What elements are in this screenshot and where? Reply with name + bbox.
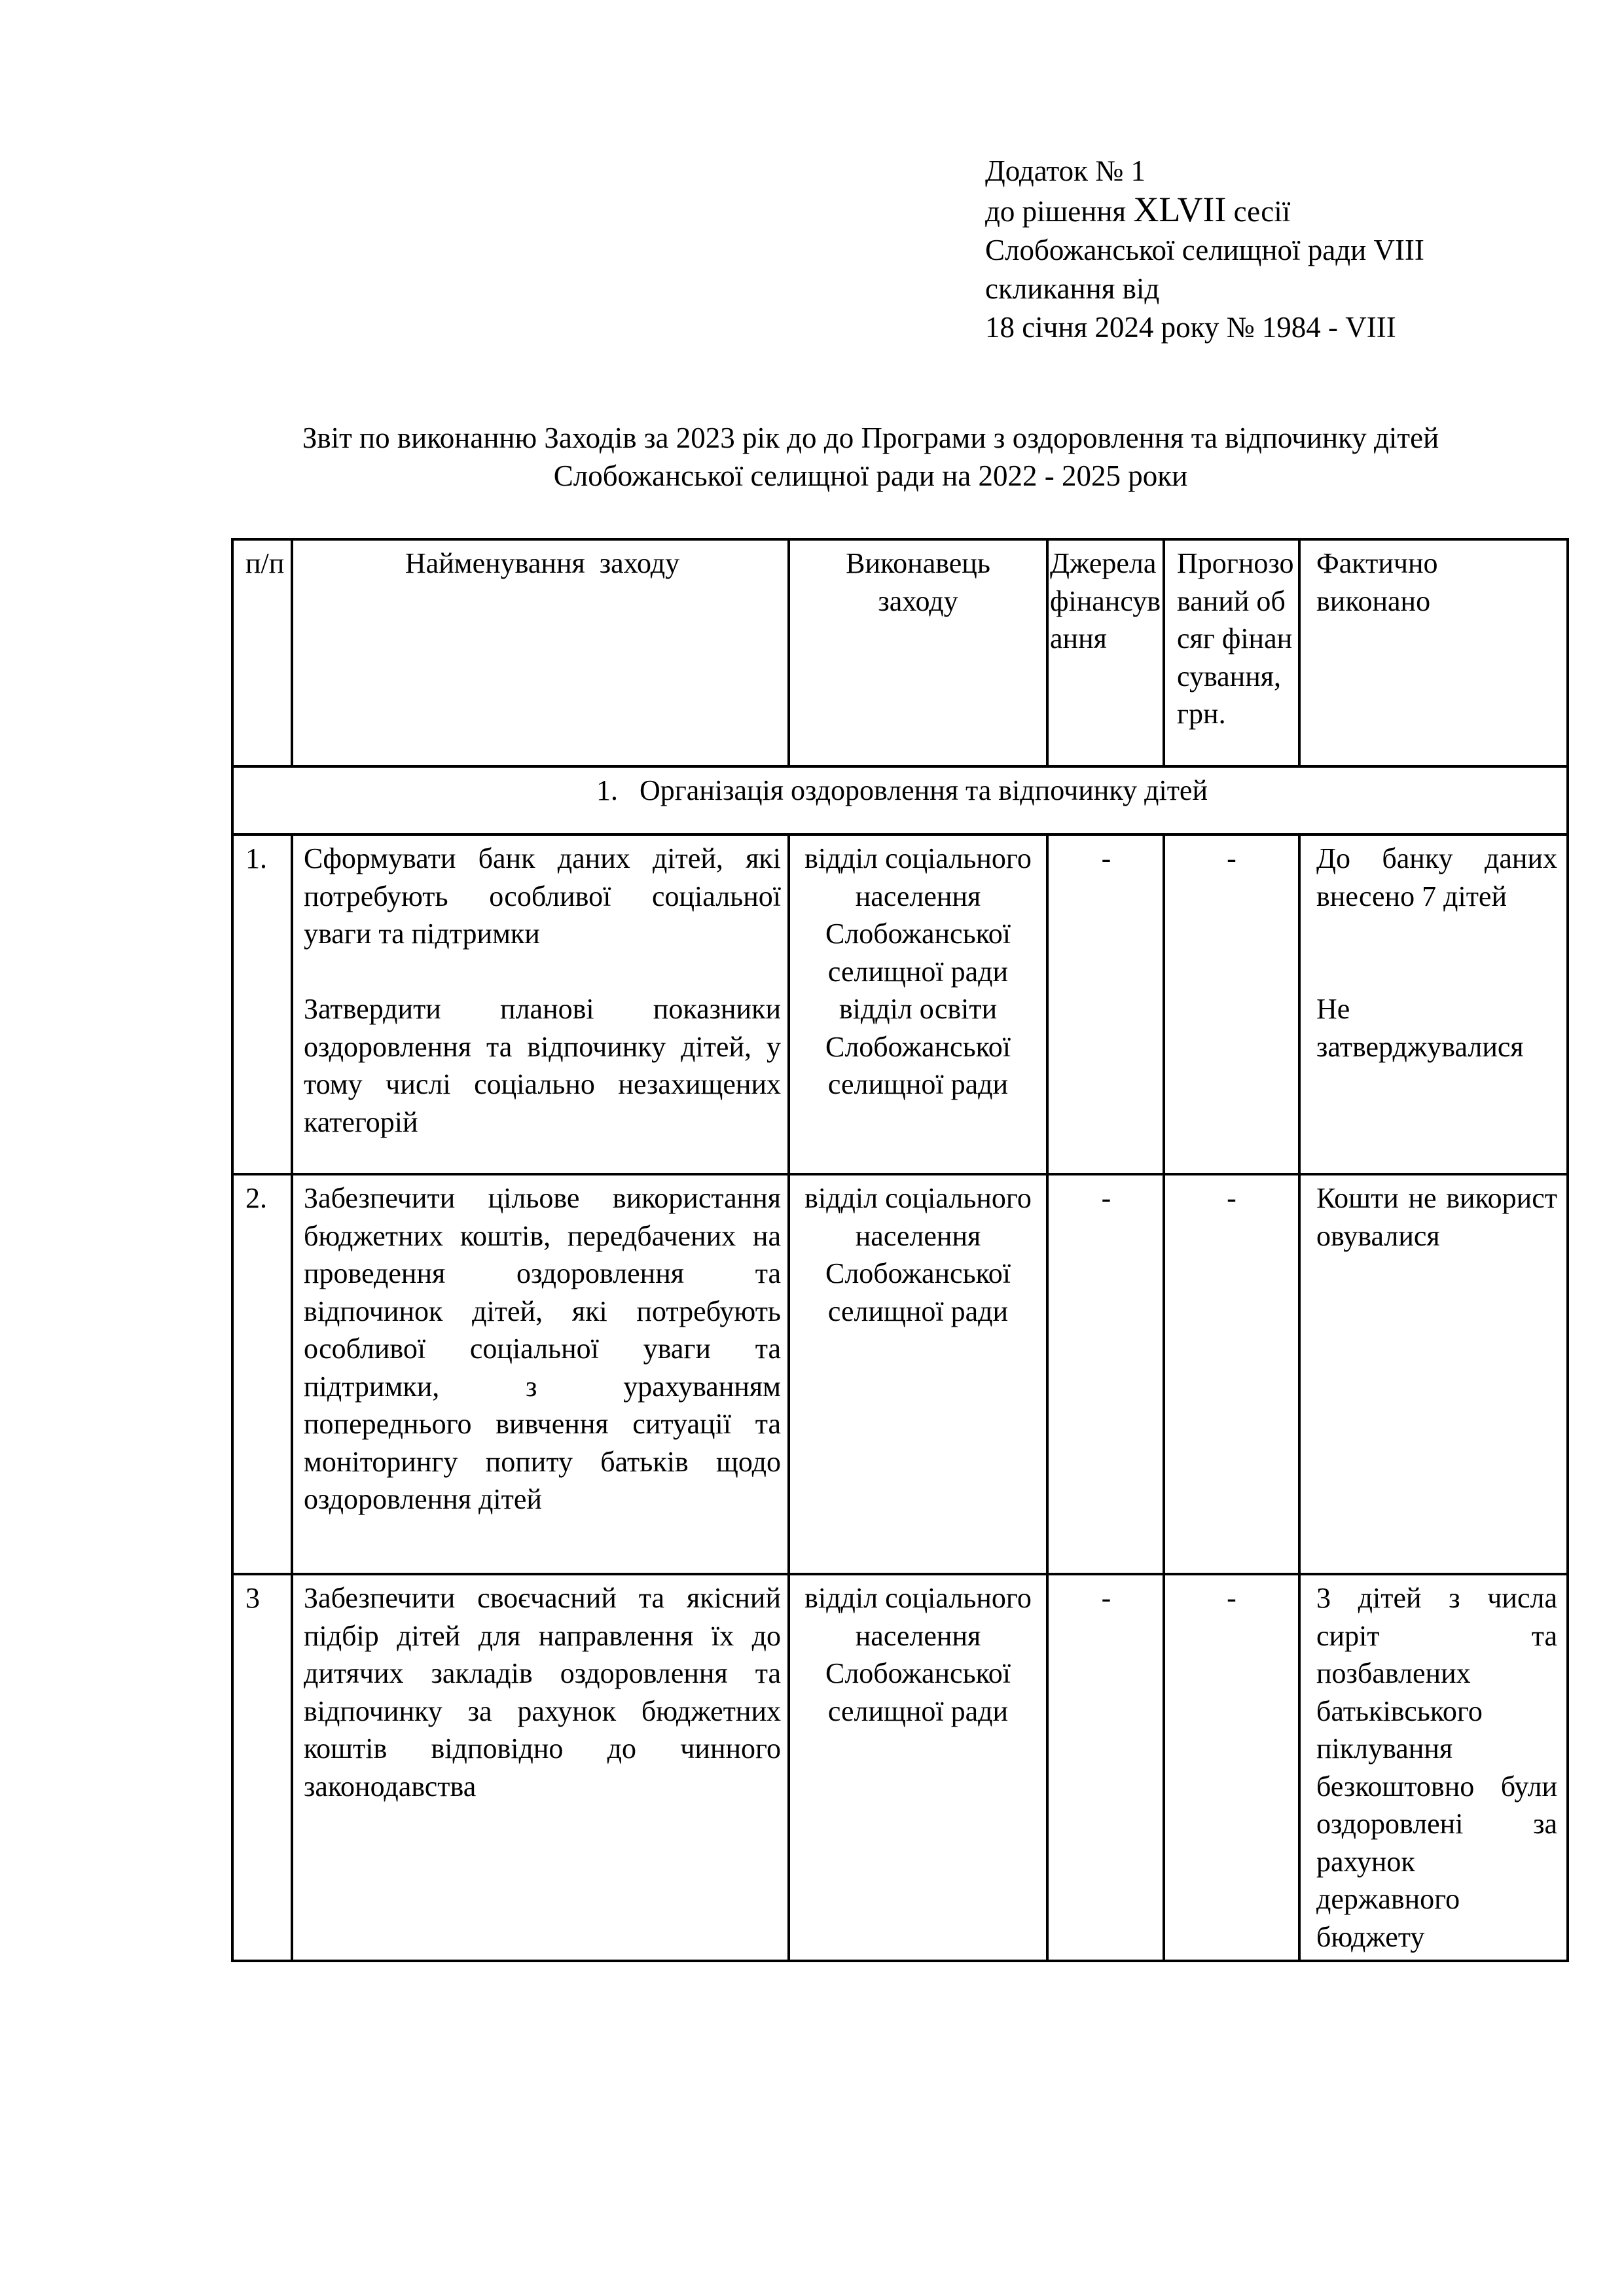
- spacer: [1316, 915, 1557, 953]
- annex-decision-line: [985, 190, 1424, 231]
- row-executor: відділ соціального населення Слобожанської селищної ради відділ освіти Слобожанської селищної ради: [789, 834, 1047, 1174]
- header-name: Найменування заходу: [292, 539, 789, 766]
- row-actual-part1: До банку даних внесено 7 дітей: [1316, 842, 1557, 912]
- row-name: [292, 834, 789, 1174]
- report-title-line1: Звіт по виконанню Заходів за 2023 рік до до Програми з оздоровлення та відпочинку дітей: [302, 422, 1439, 454]
- spacer: [1316, 953, 1557, 991]
- row-num: 2.: [232, 1174, 292, 1574]
- header-planned: Прогнозований обсяг фінансування, грн.: [1164, 539, 1299, 766]
- report-title-line2: Слобожанської селищної ради на 2022 - 2025 роки: [553, 459, 1188, 492]
- row-name-part2: Затвердити планові показники оздоровлення та відпочинку дітей, у тому числі соціально незахищених категорій: [304, 993, 781, 1138]
- row-planned: -: [1164, 834, 1299, 1174]
- report-title: [223, 419, 1519, 495]
- annex-number: Додаток № 1: [985, 154, 1146, 187]
- row-name-part1: Сформувати банк даних дітей, які потребують особливої соціальної уваги та підтримки: [304, 842, 781, 950]
- measures-table: [231, 538, 1569, 1962]
- row-actual-part2: Не затверджувалися: [1316, 993, 1524, 1063]
- table-header-row: [232, 539, 1568, 766]
- section-title: 1. Організація оздоровлення та відпочинку дітей: [232, 766, 1568, 834]
- spacer: [304, 953, 781, 991]
- row-executor: відділ соціального населення Слобожанської селищної ради: [789, 1174, 1047, 1574]
- table-row: [232, 1574, 1568, 1961]
- annex-council: Слобожанської селищної ради VIII: [985, 234, 1424, 266]
- annex-convocation: скликання від: [985, 272, 1160, 305]
- annex-date-number: 18 січня 2024 року № 1984 - VIII: [985, 311, 1396, 344]
- annex-decision-suffix: сесії: [1226, 195, 1291, 228]
- annex-session-number: XLVII: [1133, 190, 1227, 229]
- header-num: п/п: [232, 539, 292, 766]
- row-num: 3: [232, 1574, 292, 1961]
- row-source: -: [1047, 1574, 1164, 1961]
- annex-decision-prefix: до рішення: [985, 195, 1134, 228]
- table-row: [232, 1174, 1568, 1574]
- row-planned: -: [1164, 1174, 1299, 1574]
- header-actual: Фактично виконано: [1299, 539, 1568, 766]
- row-source: -: [1047, 834, 1164, 1174]
- row-name: Забезпечити цільове використання бюджетних коштів, передбачених на проведення оздоровлення та відпочинок дітей, які потребують особливої соціальної уваги та підтримки, з урахуванням попереднього вивчення ситуації та моніторингу попиту батьків щодо оздоровлення дітей: [292, 1174, 789, 1574]
- table-row: [232, 834, 1568, 1174]
- row-actual: [1299, 834, 1568, 1174]
- section-row: [232, 766, 1568, 834]
- row-actual: Кошти не використовувалися: [1299, 1174, 1568, 1574]
- row-name: Забезпечити своєчасний та якісний підбір дітей для направлення їх до дитячих закладів оздоровлення та відпочинку за рахунок бюджетних коштів відповідно до чинного законодавства: [292, 1574, 789, 1961]
- row-executor: відділ соціального населення Слобожанської селищної ради: [789, 1574, 1047, 1961]
- header-executor: Виконавець заходу: [789, 539, 1047, 766]
- row-source: -: [1047, 1174, 1164, 1574]
- annex-header: [985, 152, 1424, 347]
- header-source: Джерела фінансування: [1047, 539, 1164, 766]
- row-num: 1.: [232, 834, 292, 1174]
- row-planned: -: [1164, 1574, 1299, 1961]
- row-actual: 3 дітей з числа сиріт та позбавлених батьківського піклування безкоштовно були оздоровлені за рахунок державного бюджету: [1299, 1574, 1568, 1961]
